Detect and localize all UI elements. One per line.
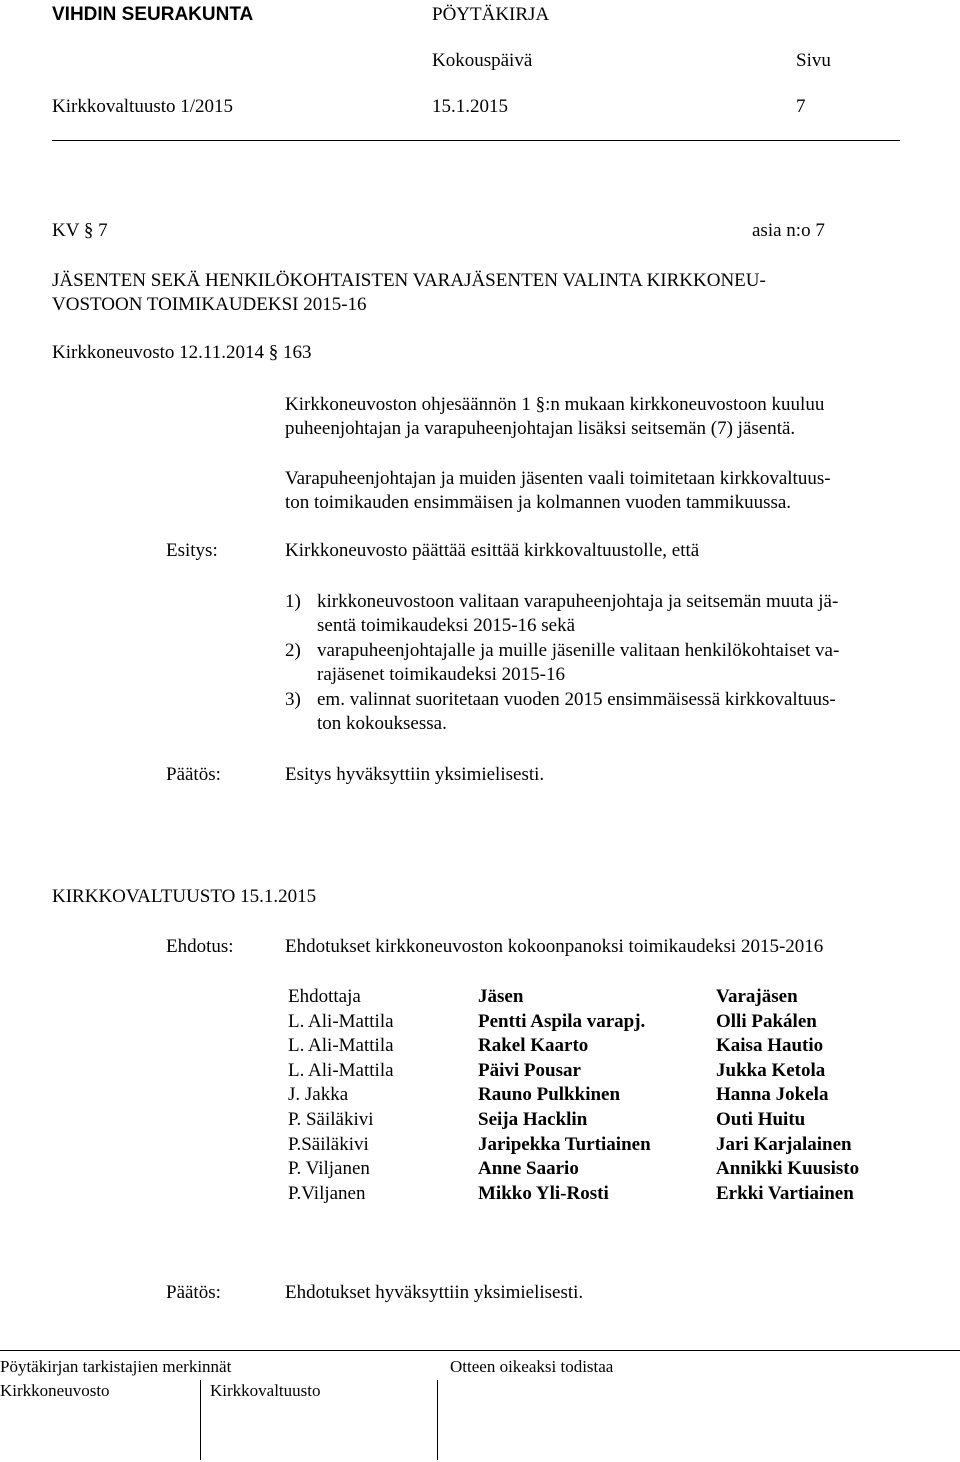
paragraph1-line2: puheenjohtajan ja varapuheenjohtajan lisäksi seitsemän (7) jäsentä. — [285, 418, 796, 439]
item-line2: rajäsenet toimikaudeksi 2015-16 — [317, 664, 565, 685]
proposer-cell: L. Ali-Mattila — [288, 1035, 394, 1056]
item-line1: varapuheenjohtajalle ja muille jäsenille valitaan henkilökohtaiset va- — [317, 640, 840, 661]
meeting-date: 15.1.2015 — [432, 96, 508, 117]
header-deputy: Varajäsen — [716, 986, 798, 1007]
header-proposer: Ehdottaja — [288, 986, 361, 1007]
footer-kirkkovaltuusto: Kirkkovaltuusto — [210, 1381, 321, 1400]
table-row — [288, 1059, 908, 1083]
deputy-cell: Annikki Kuusisto — [716, 1158, 860, 1179]
item-line1: em. valinnat suoritetaan vuoden 2015 ensimmäisessä kirkkovaltuus- — [317, 689, 836, 710]
meeting-name: Kirkkovaltuusto 1/2015 — [52, 96, 234, 117]
organization-name: VIHDIN SEURAKUNTA — [52, 4, 254, 25]
esitys-label: Esitys: — [166, 540, 218, 561]
proposal-item — [285, 688, 905, 736]
proposer-cell: P. Säiläkivi — [288, 1109, 374, 1130]
council-paatos-text: Ehdotukset hyväksyttiin yksimielisesti. — [285, 1282, 584, 1303]
reference: Kirkkoneuvosto 12.11.2014 § 163 — [52, 342, 312, 363]
deputy-cell: Jari Karjalainen — [716, 1134, 852, 1155]
member-cell: Rauno Pulkkinen — [478, 1084, 621, 1105]
member-cell: Jaripekka Turtiainen — [478, 1134, 651, 1155]
member-cell: Pentti Aspila varapj. — [478, 1011, 646, 1032]
item-number: 3) — [285, 689, 301, 710]
item-line2: ton kokouksessa. — [317, 713, 447, 734]
item-line2: sentä toimikaudeksi 2015-16 sekä — [317, 615, 576, 636]
date-label: Kokouspäivä — [432, 50, 533, 71]
proposal-item — [285, 590, 905, 638]
header-member: Jäsen — [478, 986, 524, 1007]
item-line1: kirkkoneuvostoon valitaan varapuheenjohtaja ja seitsemän muuta jä- — [317, 591, 839, 612]
council-heading: KIRKKOVALTUUSTO 15.1.2015 — [52, 886, 317, 907]
ehdotus-label: Ehdotus: — [166, 936, 234, 957]
footer-separator-2 — [437, 1380, 438, 1460]
footer-divider — [0, 1350, 960, 1351]
footer-kirkkoneuvosto: Kirkkoneuvosto — [0, 1381, 110, 1400]
paatos-label: Päätös: — [166, 764, 221, 785]
paragraph2-line2: ton toimikauden ensimmäisen ja kolmannen vuoden tammikuussa. — [285, 492, 792, 513]
proposal-item — [285, 639, 905, 687]
table-header-row — [288, 985, 908, 1009]
proposer-cell: P.Säiläkivi — [288, 1134, 369, 1155]
section-title-line2: VOSTOON TOIMIKAUDEKSI 2015-16 — [52, 294, 367, 315]
table-row — [288, 1034, 908, 1058]
member-cell: Rakel Kaarto — [478, 1035, 589, 1056]
proposer-cell: P.Viljanen — [288, 1183, 366, 1204]
proposer-cell: J. Jakka — [288, 1084, 349, 1105]
table-row — [288, 1010, 908, 1034]
member-cell: Anne Saario — [478, 1158, 579, 1179]
proposer-cell: L. Ali-Mattila — [288, 1011, 394, 1032]
proposer-cell: P. Viljanen — [288, 1158, 370, 1179]
section-title-line1: JÄSENTEN SEKÄ HENKILÖKOHTAISTEN VARAJÄSENTEN VALINTA KIRKKONEU- — [52, 270, 766, 291]
deputy-cell: Hanna Jokela — [716, 1084, 829, 1105]
table-row — [288, 1133, 908, 1157]
case-number: asia n:o 7 — [752, 220, 825, 241]
table-row — [288, 1108, 908, 1132]
member-cell: Seija Hacklin — [478, 1109, 588, 1130]
member-cell: Päivi Pousar — [478, 1060, 581, 1081]
certified-label: Otteen oikeaksi todistaa — [450, 1357, 614, 1376]
footer-separator-1 — [200, 1380, 201, 1460]
deputy-cell: Olli Pakálen — [716, 1011, 817, 1032]
table-row — [288, 1157, 908, 1181]
paragraph1-line1: Kirkkoneuvoston ohjesäännön 1 §:n mukaan kirkkoneuvostoon kuuluu — [285, 394, 825, 415]
item-number: 2) — [285, 640, 301, 661]
proposer-cell: L. Ali-Mattila — [288, 1060, 394, 1081]
paragraph2-line1: Varapuheenjohtajan ja muiden jäsenten vaali toimitetaan kirkkovaltuus- — [285, 468, 831, 489]
document-type: PÖYTÄKIRJA — [432, 4, 550, 25]
paatos-text: Esitys hyväksyttiin yksimielisesti. — [285, 764, 545, 785]
item-number: 1) — [285, 591, 301, 612]
table-row — [288, 1182, 908, 1206]
table-row — [288, 1083, 908, 1107]
deputy-cell: Kaisa Hautio — [716, 1035, 824, 1056]
council-paatos-label: Päätös: — [166, 1282, 221, 1303]
page-number: 7 — [796, 96, 806, 117]
deputy-cell: Jukka Ketola — [716, 1060, 826, 1081]
ehdotus-text: Ehdotukset kirkkoneuvoston kokoonpanoksi toimikaudeksi 2015-2016 — [285, 936, 824, 957]
page-label: Sivu — [796, 50, 831, 71]
esitys-text: Kirkkoneuvosto päättää esittää kirkkovaltuustolle, että — [285, 540, 700, 561]
deputy-cell: Erkki Vartiainen — [716, 1183, 854, 1204]
deputy-cell: Outi Huitu — [716, 1109, 806, 1130]
section-number: KV § 7 — [52, 220, 108, 241]
header-divider — [52, 140, 900, 141]
checkers-label: Pöytäkirjan tarkistajien merkinnät — [0, 1357, 232, 1376]
member-cell: Mikko Yli-Rosti — [478, 1183, 609, 1204]
